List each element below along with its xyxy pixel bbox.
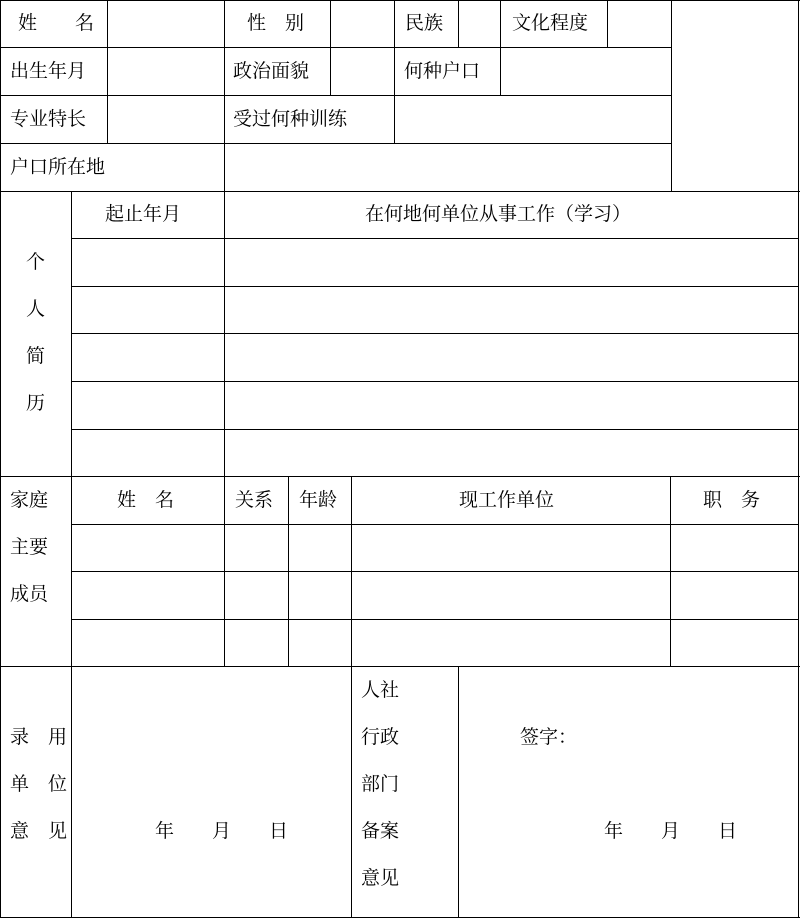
hr-opinion-line: 意见 xyxy=(361,867,400,889)
family-relation-field[interactable] xyxy=(225,572,288,619)
resume-workplace-field[interactable] xyxy=(225,239,798,286)
family-employer-field[interactable] xyxy=(352,572,670,619)
training-field[interactable] xyxy=(395,96,671,143)
signature-label: 签字： xyxy=(520,726,578,748)
family-employer-field[interactable] xyxy=(352,525,670,571)
hr-date: 年 月 日 xyxy=(604,820,738,842)
divider xyxy=(351,666,352,918)
family-name-field[interactable] xyxy=(72,572,224,619)
family-col-relation: 关系 xyxy=(235,489,274,511)
resume-period-field[interactable] xyxy=(72,287,224,333)
hr-opinion-line: 人社 xyxy=(361,679,400,701)
photo-area[interactable] xyxy=(672,1,798,191)
political-label: 政治面貌 xyxy=(233,60,310,82)
hukou-location-field[interactable] xyxy=(225,144,671,191)
border-right xyxy=(798,0,799,918)
resume-workplace-field[interactable] xyxy=(225,430,798,476)
resume-workplace-field[interactable] xyxy=(225,287,798,333)
hr-opinion-line: 部门 xyxy=(361,773,400,795)
family-age-field[interactable] xyxy=(289,525,351,571)
family-section-line: 主要 xyxy=(10,536,49,558)
hukou-type-field[interactable] xyxy=(501,48,671,95)
hukou-location-label: 户口所在地 xyxy=(10,156,106,178)
family-employer-field[interactable] xyxy=(352,620,670,666)
border-bottom xyxy=(0,917,800,918)
resume-section-char: 历 xyxy=(26,392,46,414)
employer-opinion-field[interactable] xyxy=(72,667,351,917)
resume-period-field[interactable] xyxy=(72,334,224,381)
resume-workplace-field[interactable] xyxy=(225,382,798,429)
resume-period-field[interactable] xyxy=(72,239,224,286)
resume-section-char: 简 xyxy=(26,345,46,367)
ethnicity-label: 民族 xyxy=(405,12,444,34)
family-position-field[interactable] xyxy=(671,572,798,619)
family-name-field[interactable] xyxy=(72,525,224,571)
resume-period-field[interactable] xyxy=(72,382,224,429)
family-position-field[interactable] xyxy=(671,525,798,571)
hr-opinion-field[interactable] xyxy=(459,667,798,917)
birth-field[interactable] xyxy=(108,48,224,95)
resume-col-workplace: 在何地何单位从事工作（学习） xyxy=(365,203,632,225)
border-left xyxy=(0,0,1,918)
family-position-field[interactable] xyxy=(671,620,798,666)
resume-section-char: 人 xyxy=(26,298,46,320)
resume-section-char: 个 xyxy=(26,251,46,273)
family-section-line: 成员 xyxy=(10,583,49,605)
ethnicity-field[interactable] xyxy=(459,1,500,47)
employer-date: 年 月 日 xyxy=(155,820,289,842)
employer-opinion-line: 意 见 xyxy=(10,820,68,842)
hr-opinion-line: 行政 xyxy=(361,726,400,748)
employer-opinion-line: 单 位 xyxy=(10,773,68,795)
divider xyxy=(0,191,800,192)
family-relation-field[interactable] xyxy=(225,525,288,571)
resume-col-period: 起止年月 xyxy=(105,203,182,225)
gender-field[interactable] xyxy=(331,1,394,47)
birth-label: 出生年月 xyxy=(10,60,87,82)
family-section-line: 家庭 xyxy=(10,489,49,511)
family-col-position: 职 务 xyxy=(703,489,761,511)
political-field[interactable] xyxy=(331,48,394,95)
training-label: 受过何种训练 xyxy=(233,108,348,130)
education-label: 文化程度 xyxy=(512,12,589,34)
specialty-field[interactable] xyxy=(108,96,224,143)
family-age-field[interactable] xyxy=(289,620,351,666)
family-col-employer: 现工作单位 xyxy=(459,489,555,511)
hukou-type-label: 何种户口 xyxy=(404,60,481,82)
resume-period-field[interactable] xyxy=(72,430,224,476)
employer-opinion-line: 录 用 xyxy=(10,726,68,748)
resume-workplace-field[interactable] xyxy=(225,334,798,381)
family-age-field[interactable] xyxy=(289,572,351,619)
gender-label: 性 别 xyxy=(247,12,305,34)
specialty-label: 专业特长 xyxy=(10,108,87,130)
divider xyxy=(0,476,800,477)
family-relation-field[interactable] xyxy=(225,620,288,666)
hr-opinion-line: 备案 xyxy=(361,820,400,842)
family-name-field[interactable] xyxy=(72,620,224,666)
education-field[interactable] xyxy=(608,1,671,47)
name-field[interactable] xyxy=(108,1,224,47)
family-col-age: 年龄 xyxy=(299,489,338,511)
family-col-name: 姓 名 xyxy=(117,489,175,511)
name-label: 姓 名 xyxy=(18,12,95,34)
